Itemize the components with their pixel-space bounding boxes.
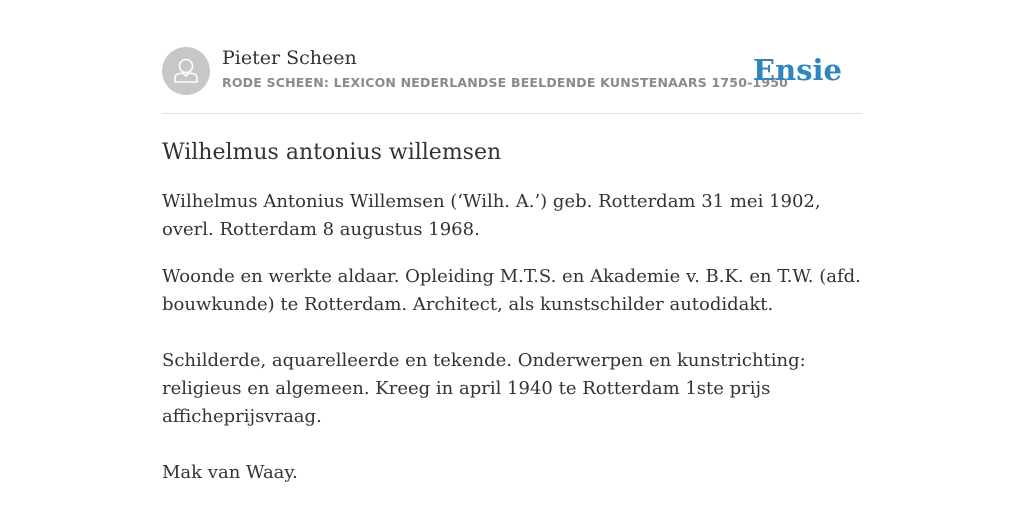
page-title: Wilhelmus antonius willemsen [162,140,502,165]
author-name[interactable]: Pieter Scheen [222,47,357,69]
brand-logo[interactable]: Ensie [753,53,842,87]
user-icon [162,47,210,95]
paragraph: Mak van Waay. [162,462,298,483]
article-body [162,138,862,487]
paragraph: Woonde en werkte aldaar. Opleiding M.T.S. en Akademie v. B.K. en T.W. (afd. bouwkunde) te Rotterdam. Architect, als kunstschilder autodidakt. [162,266,861,315]
source-title[interactable]: RODE SCHEEN: LEXICON NEDERLANDSE BEELDENDE KUNSTENAARS 1750-1950 [222,75,789,90]
avatar[interactable] [162,47,210,95]
paragraph: Wilhelmus Antonius Willemsen (‘Wilh. A.’) geb. Rotterdam 31 mei 1902, overl. Rotterdam 8 augustus 1968. [162,191,821,240]
paragraph: Schilderde, aquarelleerde en tekende. Onderwerpen en kunstrichting: religieus en algemeen. Kreeg in april 1940 te Rotterdam 1ste prijs afficheprijsvraag. [162,350,806,427]
article-header [162,44,862,114]
